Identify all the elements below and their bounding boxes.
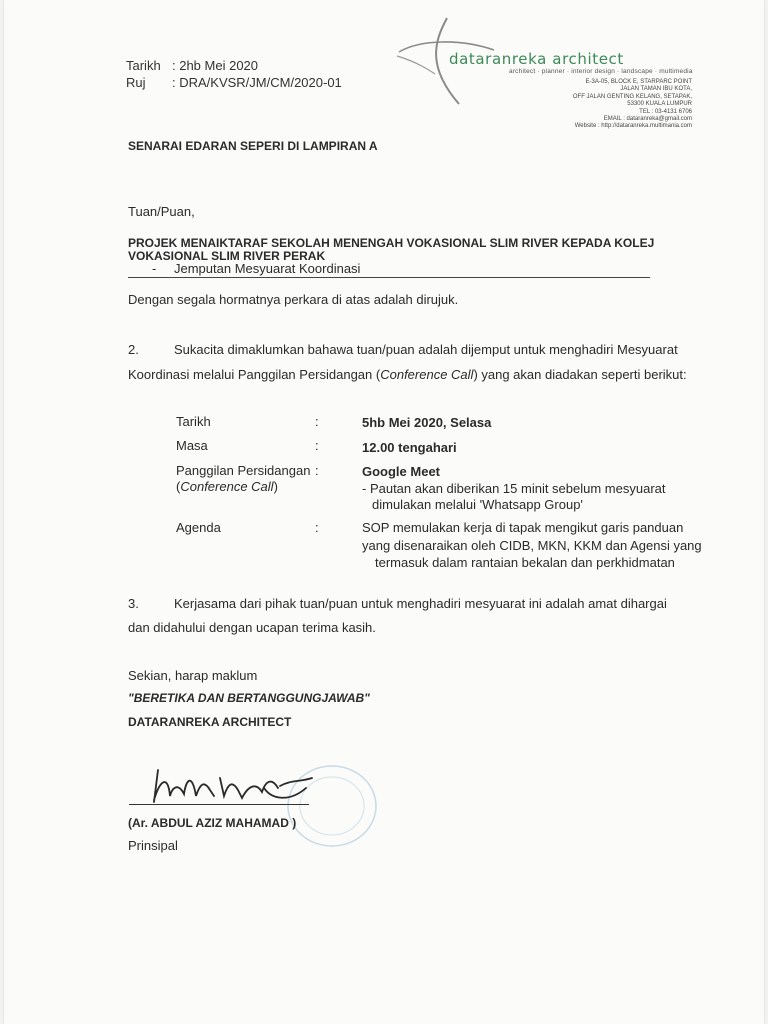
date-label: Tarikh <box>126 58 161 73</box>
detail-call-italic: Conference Call <box>180 479 274 494</box>
detail-call-note-2: dimulakan melalui 'Whatsapp Group' <box>372 497 583 512</box>
para3-line-2: dan didahului dengan ucapan terima kasih. <box>128 620 376 635</box>
para2-line-2 <box>128 367 687 382</box>
date-value: : 2hb Mei 2020 <box>172 58 259 73</box>
detail-agenda-colon: : <box>315 520 319 535</box>
subject-line-1: PROJEK MENAIKTARAF SEKOLAH MENENGAH VOKASIONAL SLIM RIVER KEPADA KOLEJ <box>128 236 655 250</box>
signatory-title: Prinsipal <box>128 838 178 853</box>
address-line: EMAIL : dataranreka@gmail.com <box>603 116 692 123</box>
intro-paragraph: Dengan segala hormatnya perkara di atas adalah dirujuk. <box>128 292 459 307</box>
detail-call-note-1: - Pautan akan diberikan 15 minit sebelum mesyuarat <box>362 481 666 496</box>
address-line: TEL : 03-4131 6706 <box>639 108 692 115</box>
subject-sub: Jemputan Mesyuarat Koordinasi <box>174 261 361 276</box>
detail-call-value: Google Meet <box>362 464 441 479</box>
address-line: OFF JALAN GENTING KELANG, SETAPAK, <box>572 93 692 100</box>
subject-underline <box>128 277 650 278</box>
para2-text: Koordinasi melalui Panggilan Persidangan ( <box>128 367 381 382</box>
para3-number: 3. <box>128 596 139 611</box>
date-line <box>126 58 258 73</box>
closing-company: DATARANREKA ARCHITECT <box>128 715 292 729</box>
detail-agenda-label: Agenda <box>176 520 221 535</box>
reference-line <box>126 75 342 90</box>
para2-italic: Conference Call <box>380 367 474 382</box>
para2-line-1: Sukacita dimaklumkan bahawa tuan/puan adalah dijemput untuk menghadiri Mesyuarat <box>174 342 678 357</box>
closing-motto: "BERETIKA DAN BERTANGGUNGJAWAB" <box>128 691 370 705</box>
logo-tagline: architect · planner · interior design · landscape · multimedia <box>509 68 693 75</box>
detail-date-colon: : <box>315 414 319 429</box>
para2-text: ) yang akan diadakan seperti berikut: <box>473 367 687 382</box>
address-line: 53300 KUALA LUMPUR <box>627 101 692 108</box>
para2-number: 2. <box>128 342 139 357</box>
detail-date-label: Tarikh <box>176 414 211 429</box>
detail-date-value: 5hb Mei 2020, Selasa <box>362 415 492 430</box>
subject-line-2: VOKASIONAL SLIM RIVER PERAK <box>128 249 326 263</box>
detail-agenda-line-1: SOP memulakan kerja di tapak mengikut garis panduan <box>362 520 684 535</box>
para3-line-1: Kerjasama dari pihak tuan/puan untuk menghadiri mesyuarat ini adalah amat dihargai <box>174 596 667 611</box>
logo-name: dataranreka architect <box>449 50 624 68</box>
detail-call-label: Panggilan Persidangan <box>176 463 311 478</box>
detail-time-colon: : <box>315 438 319 453</box>
detail-time-value: 12.00 tengahari <box>362 440 457 455</box>
address-line: Website : http://dataranreka.multimania.com <box>574 123 692 130</box>
detail-agenda-line-2: yang disenaraikan oleh CIDB, MKN, KKM dan Agensi yang <box>362 538 702 553</box>
closing-sekian: Sekian, harap maklum <box>128 668 258 683</box>
detail-call-paren: ) <box>273 479 278 494</box>
address-line: JALAN TAMAN IBU KOTA, <box>620 86 692 93</box>
address-line: E-3A-05, BLOCK E, STARPARC POINT <box>585 79 692 85</box>
distribution-heading: SENARAI EDARAN SEPERI DI LAMPIRAN A <box>128 139 378 153</box>
signatory-name: (Ar. ABDUL AZIZ MAHAMAD ) <box>128 816 297 830</box>
signature-line <box>129 804 309 805</box>
detail-time-label: Masa <box>176 438 208 453</box>
detail-agenda-line-3: termasuk dalam rantaian bekalan dan perkhidmatan <box>375 555 675 570</box>
reference-value: : DRA/KVSR/JM/CM/2020-01 <box>172 75 342 90</box>
detail-call-paren: ( <box>176 479 181 494</box>
subject-bullet: - <box>152 261 157 276</box>
letter-page <box>4 0 764 1024</box>
salutation: Tuan/Puan, <box>128 204 195 219</box>
detail-call-label-2 <box>176 479 278 494</box>
letterhead-address <box>573 79 692 131</box>
reference-label: Ruj <box>126 75 146 90</box>
detail-call-colon: : <box>315 463 319 478</box>
